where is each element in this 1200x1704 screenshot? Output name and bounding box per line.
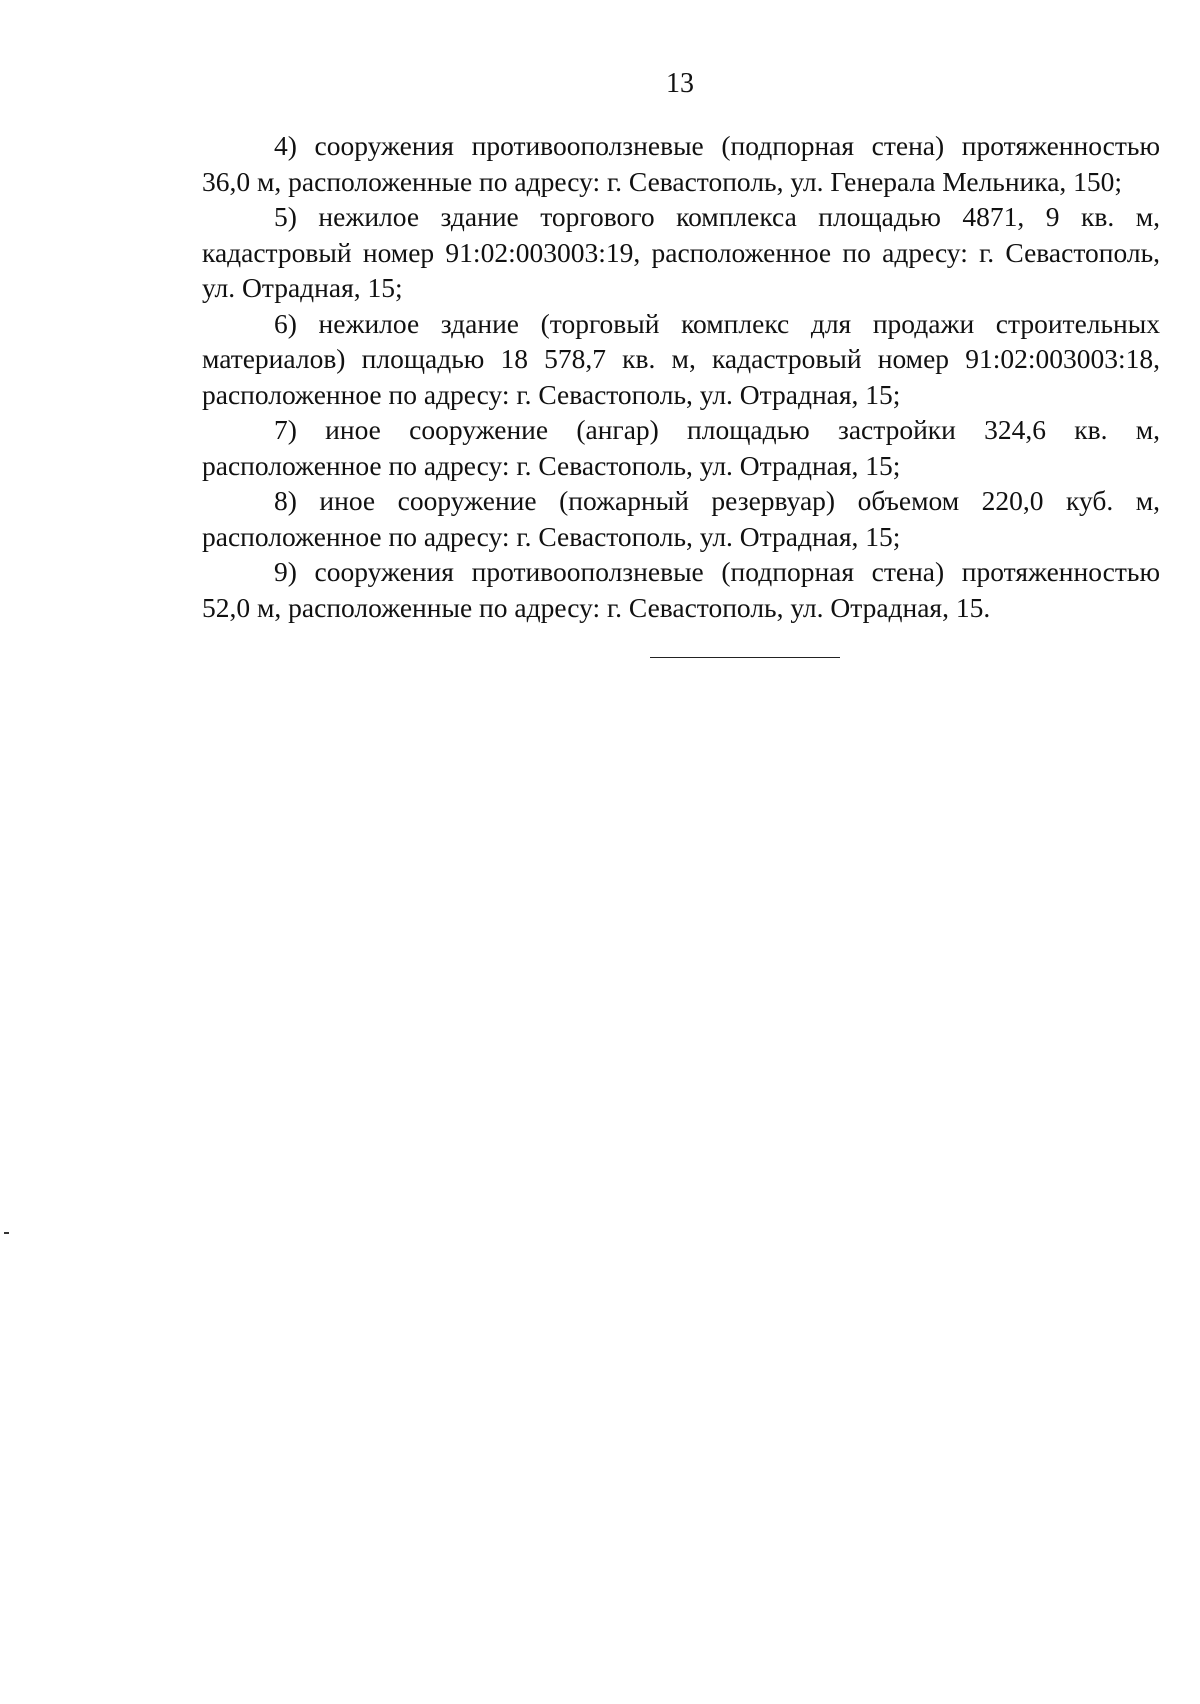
- list-item-9: 9) сооружения противооползневые (подпорная стена) протяженностью 52,0 м, расположенные по адресу: г. Севастополь, ул. Отрадная, 15.: [202, 556, 1160, 623]
- closing-rule-divider: [650, 657, 840, 658]
- list-item-6: 6) нежилое здание (торговый комплекс для продажи строительных материалов) площадью 18 578,7 кв. м, кадастровый номер 91:02:003003:18, расположенное по адресу: г. Севастополь, ул. Отрадная, 15;: [202, 307, 1160, 410]
- scan-artifact-mark: [4, 1232, 9, 1234]
- document-body: [202, 128, 1160, 625]
- page-number: 13: [666, 68, 694, 99]
- list-item-4: 4) сооружения противооползневые (подпорная стена) протяженностью 36,0 м, расположенные по адресу: г. Севастополь, ул. Генерала Мельника, 150;: [202, 130, 1160, 197]
- list-item-5: 5) нежилое здание торгового комплекса площадью 4871, 9 кв. м, кадастровый номер 91:02:003003:19, расположенное по адресу: г. Севастополь, ул. Отрадная, 15;: [202, 201, 1160, 303]
- list-item-8: 8) иное сооружение (пожарный резервуар) объемом 220,0 куб. м, расположенное по адресу: г. Севастополь, ул. Отрадная, 15;: [202, 485, 1160, 552]
- list-item-7: 7) иное сооружение (ангар) площадью застройки 324,6 кв. м, расположенное по адресу: г. Севастополь, ул. Отрадная, 15;: [202, 414, 1160, 481]
